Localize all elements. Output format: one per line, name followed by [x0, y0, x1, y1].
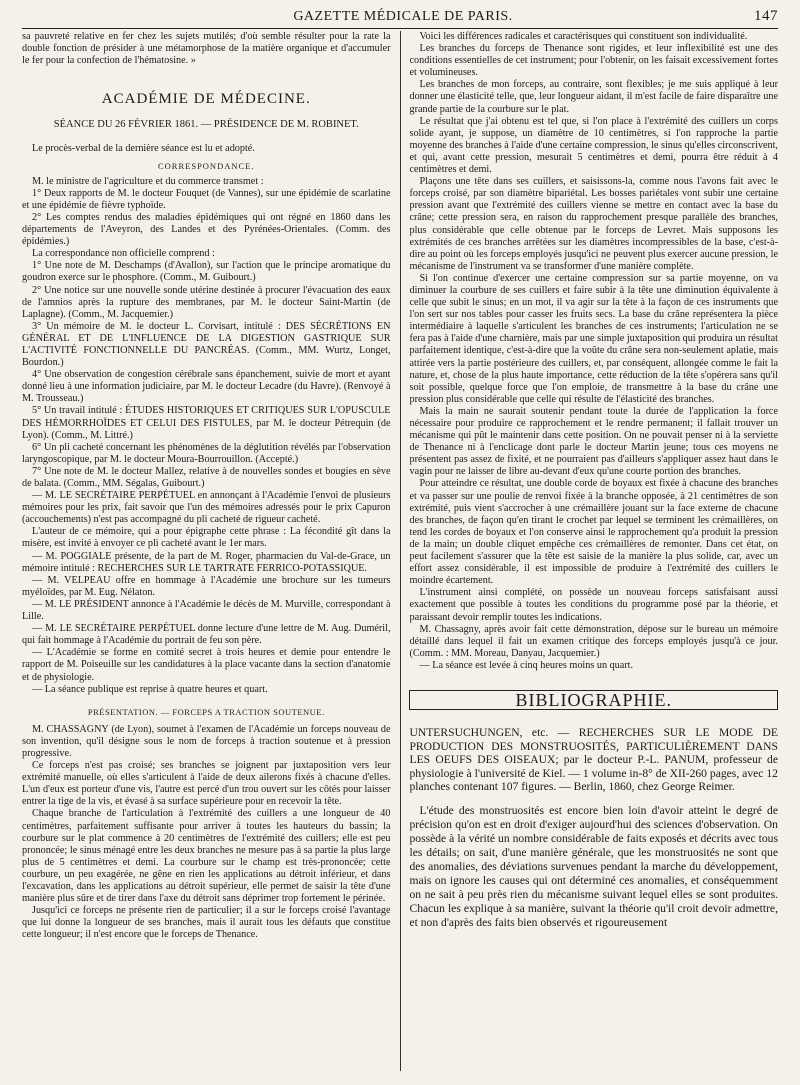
bibliography-entry: UNTERSUCHUNGEN, etc. — RECHERCHES SUR LE MODE DE PRODUCTION DES MONSTRUOSITÉS, PARTICULIÈREMENT DANS LES OEUFS DES OISEAUX; par le docteur P.-L. PANUM, professeur de physiologie à l'université de Kiel. — 1 volume in-8° de XII-260 pages, avec 12 planches contenant 107 figures. — Berlin, 1860, chez George Reimer.	[409, 726, 778, 794]
paragraph: La correspondance non officielle comprend :	[32, 248, 215, 260]
correspondance-heading: CORRESPONDANCE.	[158, 160, 255, 171]
paragraph: Voici les différences radicales et caractérisques qui constituent son individualité.	[419, 31, 748, 42]
paragraph: Plaçons une tête dans ses cuillers, et saisissons-la, comme nous l'avons fait avec le forceps croisé, par son diamètre bipariétal. Les bosses pariétales vont subir une certaine pression avant que l'extrémité des cuillers vienne se mettre en contact avec la base du crâne; cette pression sera, en raison du rapprochement presque parallèle des branches, plus considérable que celle obtenue par le forceps de Levret. Mais supposons les extrémités de ces branches arrêtées sur les diamètres incompressibles de la base, c'est-à-dire au point où les forceps employés jusqu'ici ne peuvent plus exercer aucune pression, le mécanisme de l'instrument va se transformer d'une manière complète.	[409, 176, 778, 272]
paragraph: 2° Une notice sur une nouvelle sonde utérine destinée à procurer l'évacuation des eaux de l'amnios après la rupture des membranes, par M. le docteur Saint-Martin (de Laplagne). (Comm., M. Jacquemier.)	[22, 284, 391, 320]
paragraph: — M. POGGIALE présente, de la part de M. Roger, pharmacien du Val-de-Grace, un mémoire intitulé : RECHERCHES SUR LE TARTRATE FERRICO-POTASSIQUE.	[22, 550, 391, 574]
paragraph: L'instrument ainsi complété, on possède un nouveau forceps satisfaisant aussi exactement que possible à toutes les conditions du programme posé par la théorie, et paraissant devoir remplir toutes les indications.	[409, 587, 778, 623]
page-number: 147	[754, 8, 778, 24]
bibliographie-title: BIBLIOGRAPHIE.	[409, 690, 778, 710]
left-column	[22, 31, 400, 1071]
journal-title: GAZETTE MÉDICALE DE PARIS.	[293, 9, 513, 24]
paragraph: 1° Deux rapports de M. le docteur Fouquet (de Vannes), sur une épidémie de scarlatine et une épidémie de fièvre typhoïde.	[22, 187, 391, 211]
two-column-body	[22, 31, 778, 1071]
seance-line: SÉANCE DU 26 FÉVRIER 1861. — PRÉSIDENCE DE M. ROBINET.	[53, 119, 359, 131]
paragraph: 5° Un travail intitulé : ÉTUDES HISTORIQUES ET CRITIQUES SUR L'OPUSCULE DES HÉMORRHOÏDES ET CELUI DES FISTULES, par M. le docteur Pétrequin (de Lyon). (Comm., M. Littré.)	[22, 405, 391, 441]
paragraph: 4° Une observation de congestion cérébrale sans épanchement, suivie de mort et ayant donné lieu à une information judiciaire, par M. le docteur Lecadre (du Havre). (Renvoyé à M. Trousseau.)	[22, 369, 391, 405]
paragraph: 2° Les comptes rendus des maladies épidémiques qui ont régné en 1860 dans les départements de l'Aveyron, des Landes et des Pyrénées-Orientales. (Comm. des épidémies.)	[22, 211, 391, 248]
paragraph: 6° Un pli cacheté concernant les phénomènes de la déglutition révélés par l'observation laryngoscopique, par M. le docteur Moura-Bourrouillon. (Accepté.)	[22, 441, 391, 465]
paragraph: — M. VELPEAU offre en hommage à l'Académie une brochure sur les tumeurs myéloïdes, par M. Eug. Nélaton.	[22, 574, 391, 598]
paragraph: M. Chassagny, après avoir fait cette démonstration, dépose sur le bureau un mémoire détaillé dans lequel il fait un examen critique des forceps employés jusqu'à ce jour. (Comm. : MM. Moreau, Danyau, Jacquemier.)	[409, 623, 778, 659]
section-title: ACADÉMIE DE MÉDECINE.	[101, 91, 311, 108]
proces-verbal: Le procès-verbal de la dernière séance est lu et adopté.	[32, 143, 255, 155]
paragraph: M. CHASSAGNY (de Lyon), soumet à l'examen de l'Académie un forceps nouveau de son invention, qu'il désigne sous le nom de forceps à traction soutenue et à pression progressive.	[22, 723, 391, 759]
paragraph: Le résultat que j'ai obtenu est tel que, si l'on place à l'extrémité des cuillers un corps solide ayant, je suppose, un diamètre de 10 centimètres, si l'on rapproche la partie moyenne des branches à l'aide d'une certaine compression, le sinus qu'elles circonscrivent, et qui, avant cette pression, mesurait 5 centimètres et demi, pourra être réduit à 4 centimètres et demi.	[409, 115, 778, 176]
paragraph: — M. LE SECRÉTAIRE PERPÉTUEL donne lecture d'une lettre de M. Aug. Duméril, qui fait hommage à l'Académie du portrait de feu son père.	[22, 623, 391, 647]
intro-paragraph: sa pauvreté relative en fer chez les sujets mutilés; d'où semble résulter pour la rate la double fonction de présider à une métamorphose de la matière organique et d'accumuler le fer pour la confection de l'hématosine. »	[22, 31, 391, 67]
right-column	[400, 31, 778, 1071]
paragraph: Pour atteindre ce résultat, une double corde de boyaux est fixée à chacune des branches et va passer sur une poulie de renvoi fixée à la branche opposée, à 21 centimètres de son extrémité, puis vient s'accrocher à une crémaillère jouant sur la face externe de chacune des branches, de façon qu'en tirant le crochet par lequel se terminent les crémaillères, on tend les cordes de boyaux et l'on conserve ainsi le rapprochement qu'a produit la pression de la main; un double cliquet empêche ces crémaillères de remonter. Dans cet état, on peut facilement s'assurer que la tête est saisie de la manière la plus solide, car, avec un effort assez considérable, il est impossible de produire à l'extrémité des cuillers le moindre écartement.	[409, 478, 778, 587]
paragraph: 1° Une note de M. Deschamps (d'Avallon), sur l'action que le principe aromatique du goudron exerce sur le phosphore. (Comm., M. Guibourt.)	[22, 260, 391, 284]
paragraph: Ce forceps n'est pas croisé; ses branches se joignent par juxtaposition vers leur extrémité manuelle, où elles s'articulent à l'aide de deux ailerons fixés à chacune d'elles. L'un d'eux est porteur d'une vis, l'autre est percé d'un trou ouvert sur les côtés pour laisser entrer la tige de la vis, et évasé à sa surface supérieure pour en recevoir la tête.	[22, 760, 391, 808]
bibliography-review: L'étude des monstruosités est encore bien loin d'avoir atteint le degré de précision qu'on est en droit d'exiger aujourd'hui des sciences d'observation. On possède à la vérité un nombre considérable de faits exposés et décrits avec tous les détails; on sait, d'une manière générale, que les monstruosités ne sont que des anomalies, des déviations survenues pendant la marche du développement, mais on ignore les causes qui ont déterminé ces anomalies, et conséquemment on ne sait à peu près rien du mécanisme suivant lequel elles se sont produites. Chacun les explique à sa manière, suivant la théorie qu'il croit devoir admettre, et non d'après des faits bien observés et rigoureusement	[409, 803, 778, 929]
paragraph: — M. LE PRÉSIDENT annonce à l'Académie le décès de M. Murville, correspondant à Lille.	[22, 598, 391, 623]
presentation-heading: PRÉSENTATION. — FORCEPS A TRACTION SOUTENUE.	[87, 706, 325, 717]
paragraph: 3° Un mémoire de M. le docteur L. Corvisart, intitulé : DES SÉCRÉTIONS EN GÉNÉRAL ET DE L'INFLUENCE DE LA DIGESTION GASTRIQUE SUR L'ACTIVITÉ FONCTIONNELLE DU PANCRÉAS. (Comm., MM. Wurtz, Longet, Bourdon.)	[22, 320, 391, 369]
paragraph: Si l'on continue d'exercer une certaine compression sur sa partie moyenne, on va diminuer la courbure de ses cuillers et faire subir à la tête une diminution équivalente à celle que subit le sinus; en un mot, il va agir sur la tête à la façon de ces instruments que l'on sert sur nos tables pour casser les fruits secs. La base du crâne représentera la pièce intermédiaire à laquelle s'articulent les branches de ces instruments; l'articulation ne se fera pas à l'aide d'une charnière, mais par une simple juxtaposition qui produira un résultat parfaitement identique, c'est-à-dire que la voûte du crâne sera non-seulement aplatie, mais attirée vers la partie postérieure des cuillers, et, par conséquent, allongée comme le fait la nature, et, chose de la plus haute importance, cette réduction de la tête s'opérera sans qu'il soit possible, quelque force que l'on emploie, de transmettre à la base du crâne une pression plus considérable que celle qui résulte de l'élasticité des branches.	[409, 272, 778, 405]
paragraph: Mais la main ne saurait soutenir pendant toute la durée de l'application la force nécessaire pour produire ce rapprochement et le rendre permanent; il fallait trouver un mécanisme qui pût le maintenir dans cette position. On ne pouvait penser ni à la serviette de Thenance ni à l'enclicage dont parle le docteur Martin jeune; tous ces moyens ne présentent pas assez de fixité, et ne pourraient pas d'ailleurs s'appliquer assez haut dans le vagin pour ne laisser de libre au-devant d'eux qu'une courte portion des branches.	[409, 405, 778, 478]
paragraph: Jusqu'ici ce forceps ne présente rien de particulier; il a sur le forceps croisé l'avantage que lui donne la longueur de ses branches, mais il aurait tous les défauts que constitue cette longueur; il n'est encore que le forceps de Thenance.	[22, 905, 391, 941]
paragraph: L'auteur de ce mémoire, qui a pour épigraphe cette phrase : La fécondité gît dans la misère, est invité à envoyer ce pli cacheté avant le 1er mars.	[22, 526, 391, 550]
paragraph: Les branches de mon forceps, au contraire, sont flexibles; je me suis appliqué à leur donner une élasticité telle, que, leur longueur aidant, il m'est facile de faire disparaître une grande partie de la courbure sur le plat.	[409, 79, 778, 115]
paragraph: 7° Une note de M. le docteur Mallez, relative à de nouvelles sondes et bougies en sève de balata. (Comm., MM. Ségalas, Guibourt.)	[22, 465, 391, 489]
paragraph: Les branches du forceps de Thenance sont rigides, et leur inflexibilité est une des conditions essentielles de cet instrument; pour l'obtenir, on les faisait excessivement fortes et volumineuses.	[409, 43, 778, 79]
paragraph: — L'Académie se forme en comité secret à trois heures et demie pour entendre le rapport de M. Poiseuille sur les candidatures à la place vacante dans la section d'anatomie et de physiologie.	[22, 647, 391, 683]
paragraph: — M. LE SECRÉTAIRE PERPÉTUEL en annonçant à l'Académie l'envoi de plusieurs mémoires pour les prix, fait savoir que l'un des mémoires adressés pour le prix Capuron (accouchements) n'est pas accompagné du pli cacheté de rigueur cacheté.	[22, 490, 391, 526]
paragraph: — La séance est levée à cinq heures moins un quart.	[419, 659, 634, 671]
paragraph: M. le ministre de l'agriculture et du commerce transmet :	[32, 175, 264, 187]
paragraph: Chaque branche de l'articulation à l'extrémité des cuillers a une longueur de 40 centimètres, parfaitement suffisante pour arriver à toutes les hauteurs du bassin; la courbure sur le plat commence à 20 centimètres de l'extrémité des cuillers; elle est peu prononcée; le sinus ménagé entre les deux branches ne mesure pas à sa partie la plus large plus de 5 centimètres et demi. La courbure sur le champ est très-prononcée; cette courbure, un peu exagérée, ne gêne en rien les applications au détroit inférieur, et dans l'excavation, dans les applications au détroit supérieur, elle permet de saisir la tête d'une manière plus sûre et de tirer dans l'axe du détroit sans déprimer trop fortement le périnée.	[22, 808, 391, 905]
running-header	[22, 8, 778, 29]
paragraph: — La séance publique est reprise à quatre heures et quart.	[32, 683, 268, 695]
